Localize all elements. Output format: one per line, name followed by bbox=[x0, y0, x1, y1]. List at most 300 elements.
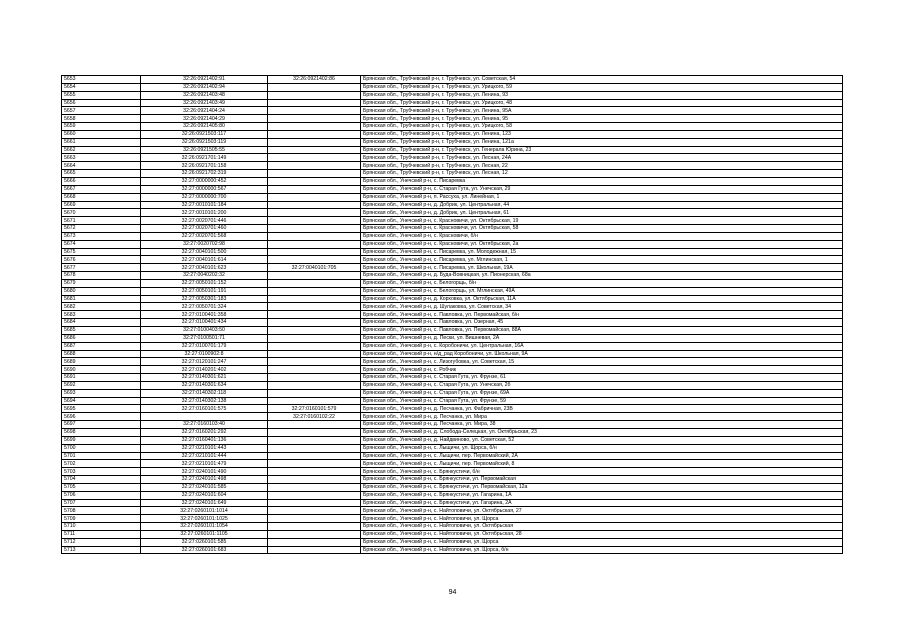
related-cadastral-number-cell bbox=[268, 342, 361, 350]
row-number-cell: 5713 bbox=[62, 546, 141, 554]
table-row bbox=[62, 350, 843, 358]
table-row bbox=[62, 185, 843, 193]
row-number-cell: 5685 bbox=[62, 327, 141, 335]
table-row bbox=[62, 523, 843, 531]
table-row bbox=[62, 530, 843, 538]
row-number-cell: 5662 bbox=[62, 146, 141, 154]
row-number-cell: 5687 bbox=[62, 342, 141, 350]
address-cell: Брянская обл., Трубчевский р-н, г. Трубчевск, ул. Лесная, 22 bbox=[361, 162, 843, 170]
row-number-cell: 5708 bbox=[62, 507, 141, 515]
related-cadastral-number-cell bbox=[268, 170, 361, 178]
row-number-cell: 5678 bbox=[62, 272, 141, 280]
address-cell: Брянская обл., Трубчевский р-н, г. Трубчевск, ул. Ленина, 123 bbox=[361, 130, 843, 138]
related-cadastral-number-cell bbox=[268, 523, 361, 531]
row-number-cell: 5664 bbox=[62, 162, 141, 170]
address-cell: Брянская обл., Унечский р-н, с. Старая Гута, ул. Фрунзе, 59 bbox=[361, 397, 843, 405]
related-cadastral-number-cell bbox=[268, 123, 361, 131]
row-number-cell: 5707 bbox=[62, 499, 141, 507]
row-number-cell: 5655 bbox=[62, 91, 141, 99]
cadastral-number-cell: 32:27:0020701:446 bbox=[141, 217, 268, 225]
related-cadastral-number-cell bbox=[268, 319, 361, 327]
cadastral-number-cell: 32:26:0921701:149 bbox=[141, 154, 268, 162]
related-cadastral-number-cell bbox=[268, 334, 361, 342]
row-number-cell: 5670 bbox=[62, 209, 141, 217]
related-cadastral-number-cell bbox=[268, 303, 361, 311]
cadastral-number-cell: 32:26:0921404:29 bbox=[141, 115, 268, 123]
address-cell: Брянская обл., Унечский р-н, с. Лыщичи, пер. Первомайский, 2А bbox=[361, 452, 843, 460]
address-cell: Брянская обл., Унечский р-н, с. Красновичи, ул. Октябрьская, 58 bbox=[361, 225, 843, 233]
address-cell: Брянская обл., Унечский р-н, д. Добрик, ул. Центральная, 61 bbox=[361, 209, 843, 217]
table-row bbox=[62, 130, 843, 138]
table-row bbox=[62, 311, 843, 319]
related-cadastral-number-cell bbox=[268, 232, 361, 240]
row-number-cell: 5689 bbox=[62, 358, 141, 366]
table-row bbox=[62, 123, 843, 131]
cadastral-number-cell: 32:26:0921405:80 bbox=[141, 123, 268, 131]
row-number-cell: 5703 bbox=[62, 468, 141, 476]
row-number-cell: 5700 bbox=[62, 444, 141, 452]
row-number-cell: 5654 bbox=[62, 83, 141, 91]
address-cell: Брянская обл., Унечский р-н, д. Добрик, ул. Центральная, 44 bbox=[361, 201, 843, 209]
table-row bbox=[62, 240, 843, 248]
cadastral-number-cell: 32:27:0240101:604 bbox=[141, 491, 268, 499]
row-number-cell: 5656 bbox=[62, 99, 141, 107]
related-cadastral-number-cell bbox=[268, 107, 361, 115]
cadastral-number-cell: 32:27:0100401:358 bbox=[141, 311, 268, 319]
row-number-cell: 5672 bbox=[62, 225, 141, 233]
table-row bbox=[62, 115, 843, 123]
cadastral-number-cell: 32:26:0921505:55 bbox=[141, 146, 268, 154]
row-number-cell: 5661 bbox=[62, 138, 141, 146]
cadastral-number-cell: 32:27:0260101:1025 bbox=[141, 515, 268, 523]
address-cell: Брянская обл., Унечский р-н, д. Шулаковка, ул. Советская, 34 bbox=[361, 303, 843, 311]
address-cell: Брянская обл., Унечский р-н, с. Красновичи, ул. Октябрьская, 2а bbox=[361, 240, 843, 248]
related-cadastral-number-cell bbox=[268, 515, 361, 523]
row-number-cell: 5693 bbox=[62, 389, 141, 397]
related-cadastral-number-cell bbox=[268, 389, 361, 397]
table-row bbox=[62, 272, 843, 280]
address-cell: Брянская обл., Трубчевский р-н, г. Трубчевск, ул. Лесная, 24А bbox=[361, 154, 843, 162]
related-cadastral-number-cell bbox=[268, 530, 361, 538]
cadastral-number-cell: 32:26:0921503:119 bbox=[141, 138, 268, 146]
row-number-cell: 5653 bbox=[62, 76, 141, 84]
related-cadastral-number-cell bbox=[268, 327, 361, 335]
cadastral-number-cell: 32:27:0140301:634 bbox=[141, 381, 268, 389]
row-number-cell: 5682 bbox=[62, 303, 141, 311]
address-cell: Брянская обл., Унечский р-н, с. Лыщичи, пер. Первомайский, 8 bbox=[361, 460, 843, 468]
table-row bbox=[62, 507, 843, 515]
related-cadastral-number-cell bbox=[268, 287, 361, 295]
related-cadastral-number-cell bbox=[268, 83, 361, 91]
related-cadastral-number-cell bbox=[268, 460, 361, 468]
row-number-cell: 5691 bbox=[62, 374, 141, 382]
address-cell: Брянская обл., Унечский р-н, д. Песчанка, ул. Мира bbox=[361, 413, 843, 421]
related-cadastral-number-cell bbox=[268, 358, 361, 366]
cadastral-number-cell: 32:27:0240101:585 bbox=[141, 483, 268, 491]
cadastral-number-cell: 32:26:0921403:49 bbox=[141, 99, 268, 107]
address-cell: Брянская обл., Трубчевский р-н, г. Трубчевск, ул. Урицкого, 58 bbox=[361, 123, 843, 131]
row-number-cell: 5673 bbox=[62, 232, 141, 240]
related-cadastral-number-cell bbox=[268, 428, 361, 436]
cadastral-number-cell: 32:27:0120101:247 bbox=[141, 358, 268, 366]
row-number-cell: 5695 bbox=[62, 405, 141, 413]
table-row bbox=[62, 397, 843, 405]
address-cell: Брянская обл., Унечский р-н, с. Старая Гута, ул. Фрунзе, 69А bbox=[361, 389, 843, 397]
address-cell: Брянская обл., Трубчевский р-н, г. Трубчевск, ул. Генерала Юрина, 23 bbox=[361, 146, 843, 154]
address-cell: Брянская обл., Унечский р-н, п. Рассуха, ул. Линейная, 1 bbox=[361, 193, 843, 201]
related-cadastral-number-cell bbox=[268, 350, 361, 358]
row-number-cell: 5710 bbox=[62, 523, 141, 531]
cadastral-number-cell: 32:27:0100501:71 bbox=[141, 334, 268, 342]
address-cell: Брянская обл., Унечский р-н, д. Слобода-Селецкая, ул. Октябрьская, 23 bbox=[361, 428, 843, 436]
related-cadastral-number-cell bbox=[268, 138, 361, 146]
row-number-cell: 5702 bbox=[62, 460, 141, 468]
cadastral-number-cell: 32:27:0050101:191 bbox=[141, 287, 268, 295]
table-row bbox=[62, 546, 843, 554]
address-cell: Брянская обл., Унечский р-н, с. Брянкустичи, ул. Первомайская, 12а bbox=[361, 483, 843, 491]
row-number-cell: 5686 bbox=[62, 334, 141, 342]
address-cell: Брянская обл., Унечский р-н, с. Брянкустичи, ул. Гагарина, 2А bbox=[361, 499, 843, 507]
table-row bbox=[62, 303, 843, 311]
related-cadastral-number-cell bbox=[268, 91, 361, 99]
table-row bbox=[62, 405, 843, 413]
related-cadastral-number-cell bbox=[268, 99, 361, 107]
related-cadastral-number-cell bbox=[268, 146, 361, 154]
table-row bbox=[62, 295, 843, 303]
related-cadastral-number-cell bbox=[268, 177, 361, 185]
related-cadastral-number-cell: 32:27:0040101:705 bbox=[268, 264, 361, 272]
table-row bbox=[62, 358, 843, 366]
address-cell: Брянская обл., Унечский р-н, с. Белогорщь, б/н bbox=[361, 279, 843, 287]
table-row bbox=[62, 256, 843, 264]
row-number-cell: 5701 bbox=[62, 452, 141, 460]
related-cadastral-number-cell: 32:26:0921402:86 bbox=[268, 76, 361, 84]
cadastral-number-cell: 32:27:0100701:179 bbox=[141, 342, 268, 350]
related-cadastral-number-cell bbox=[268, 507, 361, 515]
register-table-body bbox=[62, 76, 843, 554]
related-cadastral-number-cell bbox=[268, 444, 361, 452]
table-row bbox=[62, 342, 843, 350]
related-cadastral-number-cell bbox=[268, 452, 361, 460]
cadastral-number-cell: 32:27:0020701:568 bbox=[141, 232, 268, 240]
cadastral-number-cell: 32:27:0100902:8 bbox=[141, 350, 268, 358]
table-row bbox=[62, 452, 843, 460]
cadastral-number-cell: 32:27:0160101:575 bbox=[141, 405, 268, 413]
address-cell: Брянская обл., Унечский р-н, с. Брянкустичи, б/н bbox=[361, 468, 843, 476]
address-cell: Брянская обл., Унечский р-н, д. Найдвиново, ул. Советская, 52 bbox=[361, 436, 843, 444]
row-number-cell: 5659 bbox=[62, 123, 141, 131]
related-cadastral-number-cell bbox=[268, 483, 361, 491]
related-cadastral-number-cell bbox=[268, 366, 361, 374]
table-row bbox=[62, 248, 843, 256]
table-row bbox=[62, 170, 843, 178]
address-cell: Брянская обл., Унечский р-н, с. Писаревка, ул. Мглинская, 1 bbox=[361, 256, 843, 264]
cadastral-number-cell: 32:27:0260101:585 bbox=[141, 538, 268, 546]
related-cadastral-number-cell bbox=[268, 130, 361, 138]
related-cadastral-number-cell bbox=[268, 272, 361, 280]
related-cadastral-number-cell bbox=[268, 115, 361, 123]
related-cadastral-number-cell bbox=[268, 162, 361, 170]
address-cell: Брянская обл., Унечский р-н, с. Лыщичи, ул. Щорса, б/н bbox=[361, 444, 843, 452]
table-row bbox=[62, 83, 843, 91]
cadastral-number-cell: 32:27:0000000:700 bbox=[141, 193, 268, 201]
row-number-cell: 5697 bbox=[62, 421, 141, 429]
related-cadastral-number-cell bbox=[268, 256, 361, 264]
table-row bbox=[62, 209, 843, 217]
table-row bbox=[62, 76, 843, 84]
row-number-cell: 5677 bbox=[62, 264, 141, 272]
related-cadastral-number-cell bbox=[268, 209, 361, 217]
table-row bbox=[62, 389, 843, 397]
address-cell: Брянская обл., Унечский р-н, с. Найтоповичи, ул. Октябрьская bbox=[361, 523, 843, 531]
address-cell: Брянская обл., Унечский р-н, д. Пески, ул. Вишневая, 2А bbox=[361, 334, 843, 342]
row-number-cell: 5696 bbox=[62, 413, 141, 421]
cadastral-number-cell: 32:27:0140302:118 bbox=[141, 389, 268, 397]
cadastral-number-cell: 32:27:0020701:460 bbox=[141, 225, 268, 233]
cadastral-number-cell: 32:27:0160401:136 bbox=[141, 436, 268, 444]
row-number-cell: 5668 bbox=[62, 193, 141, 201]
address-cell: Брянская обл., Трубчевский р-н, г. Трубчевск, ул. Ленина, 95А bbox=[361, 107, 843, 115]
cadastral-number-cell: 32:27:0050101:152 bbox=[141, 279, 268, 287]
cadastral-number-cell: 32:27:0160103:40 bbox=[141, 421, 268, 429]
related-cadastral-number-cell bbox=[268, 279, 361, 287]
row-number-cell: 5712 bbox=[62, 538, 141, 546]
table-row bbox=[62, 217, 843, 225]
address-cell: Брянская обл., Унечский р-н, д. Буда-Вовницкая, ул. Пионерская, 68а bbox=[361, 272, 843, 280]
cadastral-number-cell: 32:27:0040101:614 bbox=[141, 256, 268, 264]
table-row bbox=[62, 460, 843, 468]
cadastral-number-cell: 32:26:0921403:48 bbox=[141, 91, 268, 99]
table-row bbox=[62, 468, 843, 476]
address-cell: Брянская обл., Унечский р-н, д. Песчанка, ул. Фабричная, 23В bbox=[361, 405, 843, 413]
related-cadastral-number-cell bbox=[268, 185, 361, 193]
row-number-cell: 5665 bbox=[62, 170, 141, 178]
table-row bbox=[62, 107, 843, 115]
cadastral-number-cell: 32:27:0000000:567 bbox=[141, 185, 268, 193]
table-row bbox=[62, 538, 843, 546]
table-row bbox=[62, 476, 843, 484]
cadastral-number-cell: 32:27:0140201:402 bbox=[141, 366, 268, 374]
address-cell: Брянская обл., Унечский р-н, с. Коробоничи, ул. Центральная, 16А bbox=[361, 342, 843, 350]
cadastral-number-cell: 32:26:0921702:319 bbox=[141, 170, 268, 178]
related-cadastral-number-cell bbox=[268, 468, 361, 476]
cadastral-number-cell: 32:27:0260101:1014 bbox=[141, 507, 268, 515]
table-row bbox=[62, 428, 843, 436]
address-cell: Брянская обл., Унечский р-н, с. Белогорщь, ул. Мглинская, 49А bbox=[361, 287, 843, 295]
related-cadastral-number-cell bbox=[268, 476, 361, 484]
cadastral-number-cell: 32:26:0921503:117 bbox=[141, 130, 268, 138]
row-number-cell: 5694 bbox=[62, 397, 141, 405]
related-cadastral-number-cell bbox=[268, 499, 361, 507]
row-number-cell: 5675 bbox=[62, 248, 141, 256]
row-number-cell: 5688 bbox=[62, 350, 141, 358]
table-row bbox=[62, 421, 843, 429]
table-row bbox=[62, 232, 843, 240]
address-cell: Брянская обл., Унечский р-н, с. Найтоповичи, ул. Щорса, б/н bbox=[361, 546, 843, 554]
address-cell: Брянская обл., Унечский р-н, д. Песчанка, ул. Мира, 38 bbox=[361, 421, 843, 429]
related-cadastral-number-cell bbox=[268, 491, 361, 499]
related-cadastral-number-cell bbox=[268, 225, 361, 233]
cadastral-number-cell bbox=[141, 413, 268, 421]
table-row bbox=[62, 279, 843, 287]
table-row bbox=[62, 491, 843, 499]
table-row bbox=[62, 444, 843, 452]
cadastral-number-cell: 32:27:0240101:498 bbox=[141, 476, 268, 484]
table-row bbox=[62, 413, 843, 421]
row-number-cell: 5676 bbox=[62, 256, 141, 264]
cadastral-number-cell: 32:27:0040202:32 bbox=[141, 272, 268, 280]
address-cell: Брянская обл., Трубчевский р-н, г. Трубчевск, ул. Урицкого, 48 bbox=[361, 99, 843, 107]
register-table bbox=[61, 75, 843, 554]
address-cell: Брянская обл., Унечский р-н, с. Найтоповичи, ул. Щорса bbox=[361, 538, 843, 546]
related-cadastral-number-cell bbox=[268, 381, 361, 389]
cadastral-number-cell: 32:27:0050301:183 bbox=[141, 295, 268, 303]
cadastral-number-cell: 32:27:0040101:500 bbox=[141, 248, 268, 256]
address-cell: Брянская обл., Унечский р-н, с. Писаревка, ул. Молодежная, 15 bbox=[361, 248, 843, 256]
address-cell: Брянская обл., Трубчевский р-н, г. Трубчевск, ул. Ленина, 93 bbox=[361, 91, 843, 99]
table-row bbox=[62, 381, 843, 389]
cadastral-number-cell: 32:27:0010101:200 bbox=[141, 209, 268, 217]
row-number-cell: 5690 bbox=[62, 366, 141, 374]
address-cell: Брянская обл., Унечский р-н, с. Брянкустичи, ул. Гагарина, 1А bbox=[361, 491, 843, 499]
address-cell: Брянская обл., Унечский р-н, с. Писаревка bbox=[361, 177, 843, 185]
address-cell: Брянская обл., Унечский р-н, с. Найтоповичи, ул. Октябрьская, 28 bbox=[361, 530, 843, 538]
address-cell: Брянская обл., Трубчевский р-н, г. Трубчевск, ул. Ленина, 121а bbox=[361, 138, 843, 146]
related-cadastral-number-cell bbox=[268, 248, 361, 256]
row-number-cell: 5711 bbox=[62, 530, 141, 538]
row-number-cell: 5680 bbox=[62, 287, 141, 295]
table-row bbox=[62, 327, 843, 335]
cadastral-number-cell: 32:27:0050701:324 bbox=[141, 303, 268, 311]
row-number-cell: 5699 bbox=[62, 436, 141, 444]
table-row bbox=[62, 146, 843, 154]
related-cadastral-number-cell bbox=[268, 154, 361, 162]
table-row bbox=[62, 154, 843, 162]
address-cell: Брянская обл., Унечский р-н, с. Павловка, ул. Озерная, 45 bbox=[361, 319, 843, 327]
row-number-cell: 5681 bbox=[62, 295, 141, 303]
cadastral-number-cell: 32:27:0140301:621 bbox=[141, 374, 268, 382]
cadastral-number-cell: 32:26:0921402:94 bbox=[141, 83, 268, 91]
row-number-cell: 5671 bbox=[62, 217, 141, 225]
cadastral-number-cell: 32:27:0160201:292 bbox=[141, 428, 268, 436]
row-number-cell: 5663 bbox=[62, 154, 141, 162]
row-number-cell: 5704 bbox=[62, 476, 141, 484]
table-row bbox=[62, 366, 843, 374]
row-number-cell: 5684 bbox=[62, 319, 141, 327]
table-row bbox=[62, 91, 843, 99]
address-cell: Брянская обл., Трубчевский р-н, г. Трубчевск, ул. Лесная, 12 bbox=[361, 170, 843, 178]
row-number-cell: 5658 bbox=[62, 115, 141, 123]
cadastral-number-cell: 32:26:0921404:24 bbox=[141, 107, 268, 115]
cadastral-number-cell: 32:27:0260101:1105 bbox=[141, 530, 268, 538]
address-cell: Брянская обл., Унечский р-н, с. Старая Гута, ул. Унечская, 2б bbox=[361, 381, 843, 389]
cadastral-number-cell: 32:27:0260101:1054 bbox=[141, 523, 268, 531]
table-row bbox=[62, 193, 843, 201]
address-cell: Брянская обл., Унечский р-н, с. Найтоповичи, ул. Октябрьская, 27 bbox=[361, 507, 843, 515]
related-cadastral-number-cell bbox=[268, 436, 361, 444]
related-cadastral-number-cell bbox=[268, 201, 361, 209]
cadastral-number-cell: 32:27:0210101:444 bbox=[141, 452, 268, 460]
cadastral-number-cell: 32:27:0240101:649 bbox=[141, 499, 268, 507]
related-cadastral-number-cell bbox=[268, 421, 361, 429]
address-cell: Брянская обл., Унечский р-н, с. Павловка, ул. Первомайская, 88А bbox=[361, 327, 843, 335]
address-cell: Брянская обл., Трубчевский р-н, г. Трубчевск, ул. Советская, 54 bbox=[361, 76, 843, 84]
related-cadastral-number-cell bbox=[268, 193, 361, 201]
cadastral-number-cell: 32:27:0260101:683 bbox=[141, 546, 268, 554]
related-cadastral-number-cell: 32:27:0160101:579 bbox=[268, 405, 361, 413]
row-number-cell: 5666 bbox=[62, 177, 141, 185]
table-row bbox=[62, 177, 843, 185]
address-cell: Брянская обл., Унечский р-н, с. Найтоповичи, ул. Щорса bbox=[361, 515, 843, 523]
table-row bbox=[62, 201, 843, 209]
table-row bbox=[62, 138, 843, 146]
cadastral-number-cell: 32:27:0210101:443 bbox=[141, 444, 268, 452]
address-cell: Брянская обл., Унечский р-н, н/д_рад Коробоничи, ул. Школьная, 9А bbox=[361, 350, 843, 358]
row-number-cell: 5657 bbox=[62, 107, 141, 115]
row-number-cell: 5669 bbox=[62, 201, 141, 209]
address-cell: Брянская обл., Трубчевский р-н, г. Трубчевск, ул. Урицкого, 59 bbox=[361, 83, 843, 91]
related-cadastral-number-cell bbox=[268, 546, 361, 554]
table-row bbox=[62, 264, 843, 272]
address-cell: Брянская обл., Унечский р-н, с. Робчик bbox=[361, 366, 843, 374]
address-cell: Брянская обл., Унечский р-н, с. Красновичи, б/н bbox=[361, 232, 843, 240]
cadastral-number-cell: 32:27:0040101:623 bbox=[141, 264, 268, 272]
address-cell: Брянская обл., Унечский р-н, с. Старая Гута, ул. Фрунзе, 61 bbox=[361, 374, 843, 382]
related-cadastral-number-cell bbox=[268, 311, 361, 319]
related-cadastral-number-cell bbox=[268, 538, 361, 546]
cadastral-number-cell: 32:27:0100401:434 bbox=[141, 319, 268, 327]
table-row bbox=[62, 162, 843, 170]
row-number-cell: 5692 bbox=[62, 381, 141, 389]
related-cadastral-number-cell bbox=[268, 397, 361, 405]
address-cell: Брянская обл., Унечский р-н, с. Писаревка, ул. Школьная, 19А bbox=[361, 264, 843, 272]
row-number-cell: 5698 bbox=[62, 428, 141, 436]
address-cell: Брянская обл., Унечский р-н, с. Брянкустичи, ул. Первомайская bbox=[361, 476, 843, 484]
row-number-cell: 5705 bbox=[62, 483, 141, 491]
table-row bbox=[62, 287, 843, 295]
cadastral-number-cell: 32:27:0020702:98 bbox=[141, 240, 268, 248]
table-row bbox=[62, 374, 843, 382]
page-number: 94 bbox=[448, 589, 457, 596]
related-cadastral-number-cell bbox=[268, 217, 361, 225]
cadastral-number-cell: 32:27:0100403:50 bbox=[141, 327, 268, 335]
address-cell: Брянская обл., Трубчевский р-н, г. Трубчевск, ул. Ленина, 95 bbox=[361, 115, 843, 123]
row-number-cell: 5679 bbox=[62, 279, 141, 287]
table-row bbox=[62, 99, 843, 107]
cadastral-number-cell: 32:27:0000000:452 bbox=[141, 177, 268, 185]
cadastral-number-cell: 32:27:0140302:138 bbox=[141, 397, 268, 405]
cadastral-number-cell: 32:26:0921701:158 bbox=[141, 162, 268, 170]
related-cadastral-number-cell bbox=[268, 240, 361, 248]
cadastral-number-cell: 32:27:0240101:490 bbox=[141, 468, 268, 476]
related-cadastral-number-cell bbox=[268, 295, 361, 303]
table-row bbox=[62, 225, 843, 233]
related-cadastral-number-cell bbox=[268, 374, 361, 382]
address-cell: Брянская обл., Унечский р-н, с. Старая Гута, ул. Унечская, 29 bbox=[361, 185, 843, 193]
table-row bbox=[62, 436, 843, 444]
row-number-cell: 5660 bbox=[62, 130, 141, 138]
table-row bbox=[62, 319, 843, 327]
cadastral-number-cell: 32:27:0010101:184 bbox=[141, 201, 268, 209]
row-number-cell: 5674 bbox=[62, 240, 141, 248]
row-number-cell: 5709 bbox=[62, 515, 141, 523]
address-cell: Брянская обл., Унечский р-н, д. Корховка, ул. Октябрьская, 11А bbox=[361, 295, 843, 303]
table-row bbox=[62, 499, 843, 507]
table-row bbox=[62, 334, 843, 342]
row-number-cell: 5667 bbox=[62, 185, 141, 193]
cadastral-number-cell: 32:27:0210101:479 bbox=[141, 460, 268, 468]
row-number-cell: 5683 bbox=[62, 311, 141, 319]
